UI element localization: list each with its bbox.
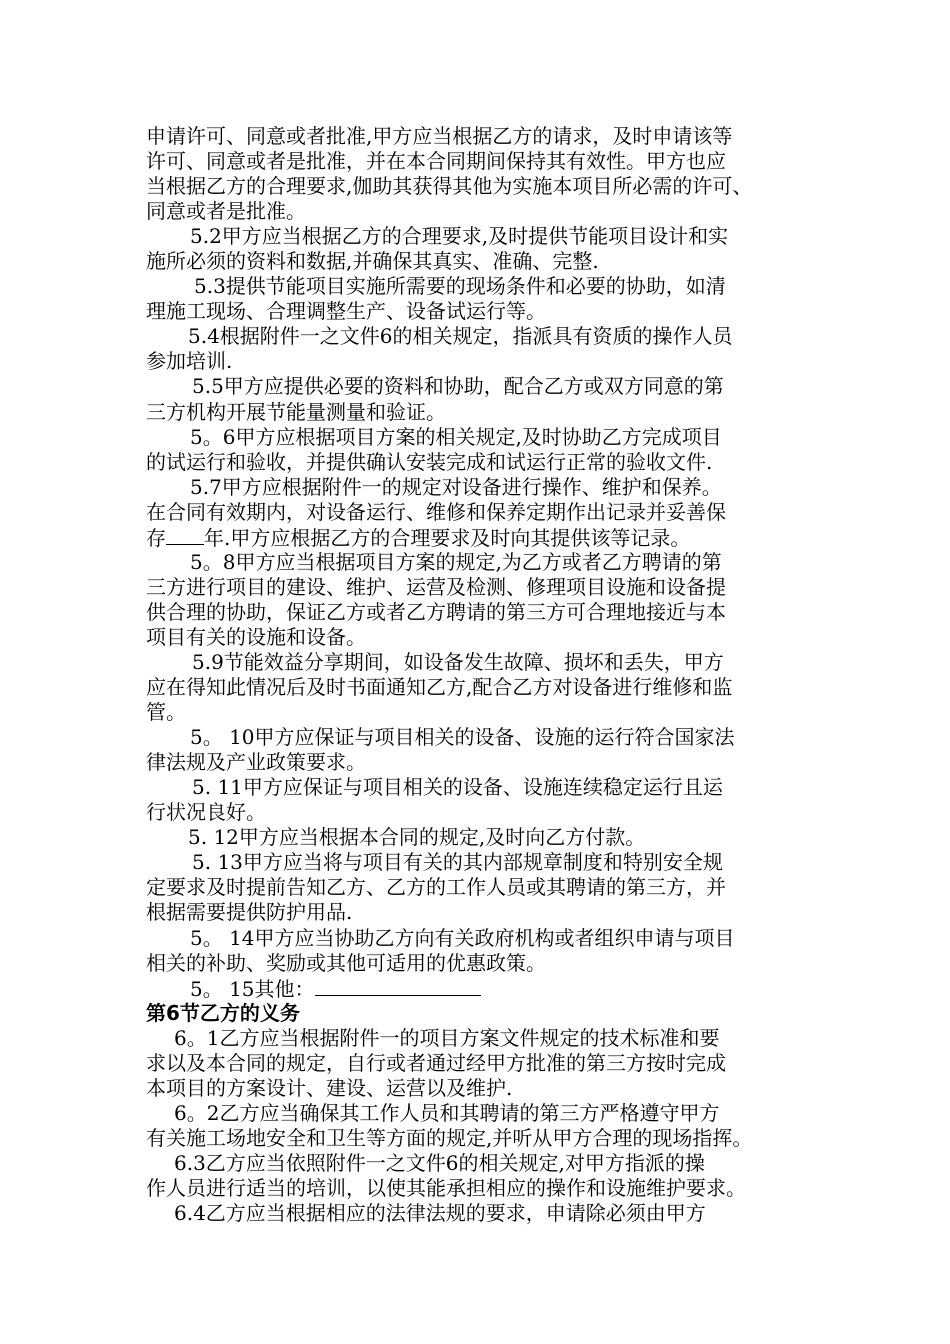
line-text: 行状况良好。 [146,800,266,825]
text-line [146,475,818,500]
line-text: 5. 13甲方应当将与项目有关的其内部规章制度和特别安全规 [192,850,723,875]
line-text: 律法规及产业政策要求。 [146,750,366,775]
text-line [146,625,818,650]
line-text: 参加培训. [146,349,233,374]
line-text: 5.4根据附件一之文件6的相关规定，指派具有资质的操作人员 [188,324,733,349]
line-text: 本项目的方案设计、建设、运营以及维护. [146,1075,513,1100]
text-line [146,525,818,550]
text-line [146,249,818,274]
text-line [146,1051,818,1076]
line-text: 有关施工场地安全和卫生等方面的规定,并听从甲方合理的现场指挥。 [146,1125,753,1150]
line-text: 5.9节能效益分享期间，如设备发生故障、损坏和丢失，甲方 [192,649,724,674]
text-line [146,224,818,249]
line-text: 项目有关的设施和设备。 [146,624,366,649]
text-line [146,199,818,224]
text-line [146,299,818,324]
text-line [146,1126,818,1151]
text-line [146,875,818,900]
text-line [146,1151,818,1176]
line-text: 应在得知此情况后及时书面通知乙方,配合乙方对设备进行维修和监 [146,675,733,700]
line-text: 施所必须的资料和数据,并确保其真实、准确、完整. [146,249,599,274]
text-line [146,825,818,850]
line-text: 理施工现场、合理调整生产、设备试运行等。 [146,299,546,324]
text-line [146,650,818,675]
text-line [146,850,818,875]
line-text: 5. 12甲方应当根据本合同的规定,及时向乙方付款。 [188,825,646,850]
line-text: 5. 11甲方应保证与项目相关的设备、设施连续稳定运行且运 [192,775,723,800]
text-line [146,1076,818,1101]
line-text: 5。 14甲方应当协助乙方向有关政府机构或者组织申请与项目 [190,925,735,950]
text-line [146,500,818,525]
line-text: 作人员进行适当的培训，以使其能承担相应的操作和设施维护要求。 [146,1175,746,1200]
line-text: 三方机构开展节能量测量和验证。 [146,399,446,424]
line-text: 根据需要提供防护用品. [146,900,353,925]
text-line [146,550,818,575]
text-line [146,775,818,800]
line-text: 当根据乙方的合理要求,伽助其获得其他为实施本项目所必需的许可、 [146,174,753,199]
text-line [146,425,818,450]
text-line [146,349,818,374]
line-text: 5.2甲方应当根据乙方的合理要求,及时提供节能项目设计和实 [190,224,729,249]
text-line [146,450,818,475]
line-text: 5.5甲方应提供必要的资料和协助，配合乙方或双方同意的第 [192,374,724,399]
text-line [146,124,818,149]
text-line [146,700,818,725]
text-line [146,400,818,425]
line-text: 6.4乙方应当根据相应的法律法规的要求，申请除必须由甲方 [174,1201,706,1226]
text-line [146,174,818,199]
text-line [146,274,818,299]
text-line [146,976,818,1001]
text-line [146,1026,818,1051]
text-line [146,951,818,976]
line-text: 许可、同意或者是批准，并在本合同期间保持其有效性。甲方也应 [146,149,726,174]
text-line [146,324,818,349]
text-line [146,800,818,825]
line-text: 同意或者是批准。 [146,199,306,224]
text-line [146,926,818,951]
line-text: 三方进行项目的建设、维护、运营及检测、修理项目设施和设备提 [146,574,726,599]
line-text-after-blank: 年.甲方应根据乙方的合理要求及时向其提供该等记录。 [204,525,691,550]
text-line [146,149,818,174]
line-text: 5。6甲方应根据项目方案的相关规定,及时协助乙方完成项目 [190,424,722,449]
line-text: 5.3提供节能项目实施所需要的现场条件和必要的协助，如清 [194,274,726,299]
line-text: 5。 10甲方应保证与项目相关的设备、设施的运行符合国家法 [190,725,735,750]
line-text: 存 [146,525,166,550]
line-text: 6.3乙方应当依照附件一之文件6的相关规定,对甲方指派的操 [174,1150,705,1175]
line-text: 6。1乙方应当根据附件一的项目方案文件规定的技术标准和要 [174,1025,720,1050]
line-text: 6。2乙方应当确保其工作人员和其聘请的第三方严格遵守甲方 [174,1100,720,1125]
line-text: 5。8甲方应当根据项目方案的规定,为乙方或者乙方聘请的第 [190,549,722,574]
text-line [146,374,818,399]
line-text: 定要求及时提前告知乙方、乙方的工作人员或其聘请的第三方，并 [146,875,726,900]
line-text: 申请许可、同意或者批准,甲方应当根据乙方的请求，及时申请该等 [146,124,733,148]
text-line [146,750,818,775]
document-page [146,124,818,1226]
line-text: 5。 15其他： [190,976,315,1001]
line-text: 在合同有效期内，对设备运行、维修和保养定期作出记录并妥善保 [146,499,726,524]
line-text: 的试运行和验收，并提供确认安装完成和试运行正常的验收文件. [146,449,713,474]
text-line [146,675,818,700]
text-line [146,725,818,750]
text-line [146,575,818,600]
section-heading [146,1001,818,1026]
fill-in-blank [166,525,204,545]
line-text: 相关的补助、奖励或其他可适用的优惠政策。 [146,950,546,975]
line-text: 5.7甲方应根据附件一的规定对设备进行操作、维护和保养。 [190,474,722,499]
line-text: 第6节乙方的义务 [146,1000,300,1025]
text-line [146,900,818,925]
text-line [146,600,818,625]
text-line [146,1176,818,1201]
text-line [146,1201,818,1226]
text-line [146,1101,818,1126]
line-text: 供合理的协助，保证乙方或者乙方聘请的第三方可合理地接近与本 [146,599,726,624]
line-text: 求以及本合同的规定，自行或者通过经甲方批准的第三方按时完成 [146,1050,726,1075]
fill-in-blank [315,976,481,996]
line-text: 管。 [146,700,186,725]
